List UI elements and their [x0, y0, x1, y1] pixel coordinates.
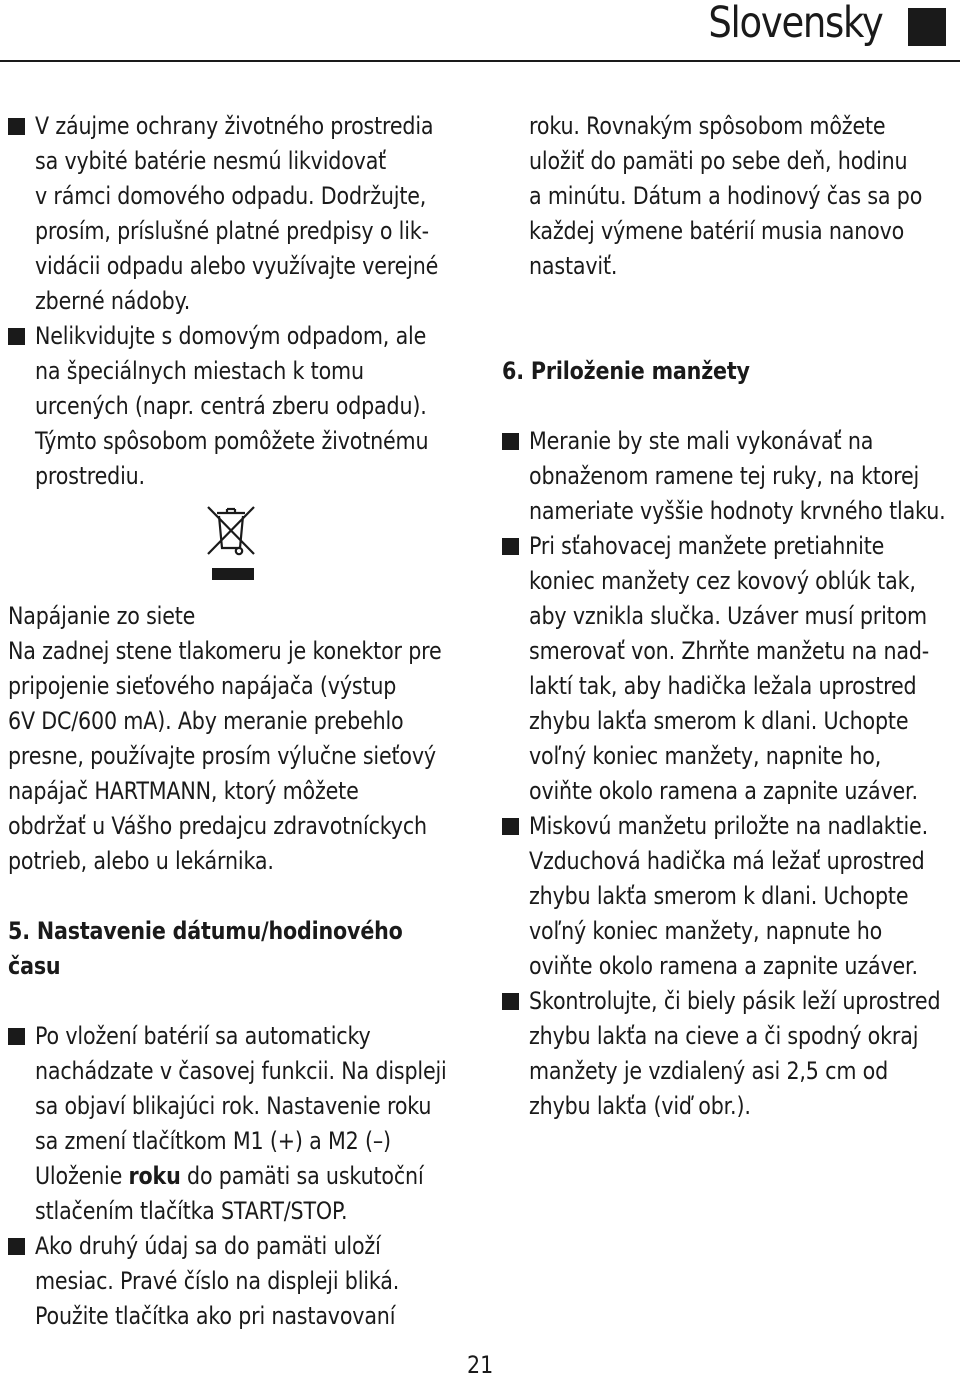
spacer: [8, 984, 478, 1019]
bullet-battery-disposal: [8, 109, 478, 319]
text-line: laktí tak, aby hadička ležala uprostred: [529, 672, 917, 700]
text-line: v rámci domového odpadu. Dodržujte,: [35, 182, 427, 210]
bullet-year-setting: [8, 1019, 478, 1229]
text-line: nachádzate v časovej funkcii. Na displeji: [35, 1057, 447, 1085]
text-line: manžety je vzdialený asi 2,5 cm od: [529, 1057, 889, 1085]
text-line: Týmto spôsobom pomôžete životnému: [35, 427, 429, 455]
text-line: obnaženom ramene tej ruky, na ktorej: [529, 462, 920, 490]
crossed-out-wheelie-bin-icon: [203, 504, 259, 586]
text-line: koniec manžety cez kovový oblúk tak,: [529, 567, 916, 595]
weee-symbol: [8, 494, 478, 599]
text-line: presne, používajte prosím výlučne sieťový: [8, 742, 436, 770]
section-5-heading: 5. Nastavenie dátumu/hodinového: [8, 917, 403, 945]
bullet-text: [502, 424, 957, 529]
square-bullet-icon: [502, 433, 519, 450]
text-line: uložiť do pamäti po sebe deň, hodinu: [529, 147, 908, 175]
continuation-text: [502, 109, 957, 284]
text-line: zhybu lakťa smerom k dlani. Uchopte: [529, 882, 909, 910]
text-line: sa zmení tlačítkom M1 (+) a M2 (–): [35, 1127, 391, 1155]
bullet-text: [502, 809, 957, 984]
text-line: zberné nádoby.: [35, 287, 191, 315]
spacer: [8, 879, 478, 914]
text-line: zhybu lakťa na cieve a či spodný okraj: [529, 1022, 919, 1050]
right-column: [502, 109, 957, 1124]
text-line: Miskovú manžetu priložte na nadlaktie.: [529, 812, 928, 840]
section-5-heading-cont: času: [8, 952, 61, 980]
text-run: Uloženie: [35, 1162, 129, 1190]
square-bullet-icon: [8, 1028, 25, 1045]
bullet-month-setting: [8, 1229, 478, 1334]
text-line: obdržať u Vášho predajcu zdravotníckych: [8, 812, 427, 840]
text-line: vidácii odpadu alebo využívajte verejné: [35, 252, 439, 280]
text-line: Ako druhý údaj sa do pamäti uloží: [35, 1232, 381, 1260]
text-line: nastaviť.: [529, 252, 618, 280]
left-column: [8, 109, 478, 1334]
bold-word: roku: [128, 1162, 181, 1190]
text-line: oviňte okolo ramena a zapnite uzáver.: [529, 952, 918, 980]
text-line: urcených (napr. centrá zberu odpadu).: [35, 392, 427, 420]
text-line: Nelikvidujte s domovým odpadom, ale: [35, 322, 427, 350]
bullet-text: [502, 529, 957, 809]
text-line: mesiac. Pravé číslo na displeji bliká.: [35, 1267, 400, 1295]
bullet-check-strip: [502, 984, 957, 1124]
text-line: napájač HARTMANN, ktorý môžete: [8, 777, 359, 805]
text-line: voľný koniec manžety, napnite ho,: [529, 742, 882, 770]
text-line: 6V DC/600 mA). Aby meranie prebehlo: [8, 707, 404, 735]
text-line: nameriate vyššie hodnoty krvného tlaku.: [529, 497, 946, 525]
text-line: zhybu lakťa smerom k dlani. Uchopte: [529, 707, 909, 735]
page-number: 21: [467, 1351, 494, 1379]
text-line: prostrediu.: [35, 462, 145, 490]
text-line: Po vložení batérií sa automaticky: [35, 1022, 371, 1050]
text-line: potrieb, alebo u lekárnika.: [8, 847, 274, 875]
bullet-pull-cuff: [502, 529, 957, 809]
text-line: Vzduchová hadička má ležať uprostred: [529, 847, 925, 875]
square-bullet-icon: [502, 818, 519, 835]
text-line: prosím, príslušné platné predpisy o lik-: [35, 217, 429, 245]
text-line: Skontrolujte, či biely pásik leží uprostred: [529, 987, 941, 1015]
text-line: a minútu. Dátum a hodinový čas sa po: [529, 182, 923, 210]
text-line: aby vznikla slučka. Uzáver musí pritom: [529, 602, 927, 630]
bullet-text: [502, 984, 957, 1124]
text-line: stlačením tlačítka START/STOP.: [35, 1197, 348, 1225]
text-line: sa objaví blikajúci rok. Nastavenie roku: [35, 1092, 432, 1120]
text-line: smerovať von. Zhrňte manžetu na nad-: [529, 637, 930, 665]
text-line: Meranie by ste mali vykonávať na: [529, 427, 874, 455]
header-square-marker: [908, 8, 946, 46]
text-line: oviňte okolo ramena a zapnite uzáver.: [529, 777, 918, 805]
text-line: Na zadnej stene tlakomeru je konektor pre: [8, 637, 442, 665]
text-line: každej výmene batérií musia nanovo: [529, 217, 905, 245]
section-6-heading: 6. Priloženie manžety: [502, 357, 750, 385]
text-line: sa vybité batérie nesmú likvidovať: [35, 147, 387, 175]
bullet-cup-cuff: [502, 809, 957, 984]
text-line: pripojenie sieťového napájača (výstup: [8, 672, 397, 700]
spacer: [502, 284, 957, 354]
mains-heading: Napájanie zo siete: [8, 602, 196, 630]
text-line: [35, 1159, 424, 1194]
text-line: na špeciálnych miestach k tomu: [35, 357, 364, 385]
text-line: zhybu lakťa (viď obr.).: [529, 1092, 751, 1120]
bullet-bare-arm: [502, 424, 957, 529]
language-title: Slovensky: [707, 0, 882, 48]
square-bullet-icon: [8, 1238, 25, 1255]
bullet-text: [8, 319, 478, 494]
text-line: V záujme ochrany životného prostredia: [35, 112, 434, 140]
page-header: [0, 0, 960, 62]
square-bullet-icon: [502, 993, 519, 1010]
square-bullet-icon: [502, 538, 519, 555]
text-line: roku. Rovnakým spôsobom môžete: [529, 112, 886, 140]
bullet-text: [8, 109, 478, 319]
bullet-household-waste: [8, 319, 478, 494]
text-line: Pri sťahovacej manžete pretiahnite: [529, 532, 885, 560]
text-line: Použite tlačítka ako pri nastavovaní: [35, 1302, 396, 1330]
text-run: do pamäti sa uskutoční: [180, 1162, 424, 1190]
square-bullet-icon: [8, 328, 25, 345]
bullet-text: [8, 1019, 478, 1229]
bullet-text: [8, 1229, 478, 1334]
spacer: [502, 389, 957, 424]
header-rule: [0, 60, 960, 62]
text-line: voľný koniec manžety, napnute ho: [529, 917, 883, 945]
square-bullet-icon: [8, 118, 25, 135]
